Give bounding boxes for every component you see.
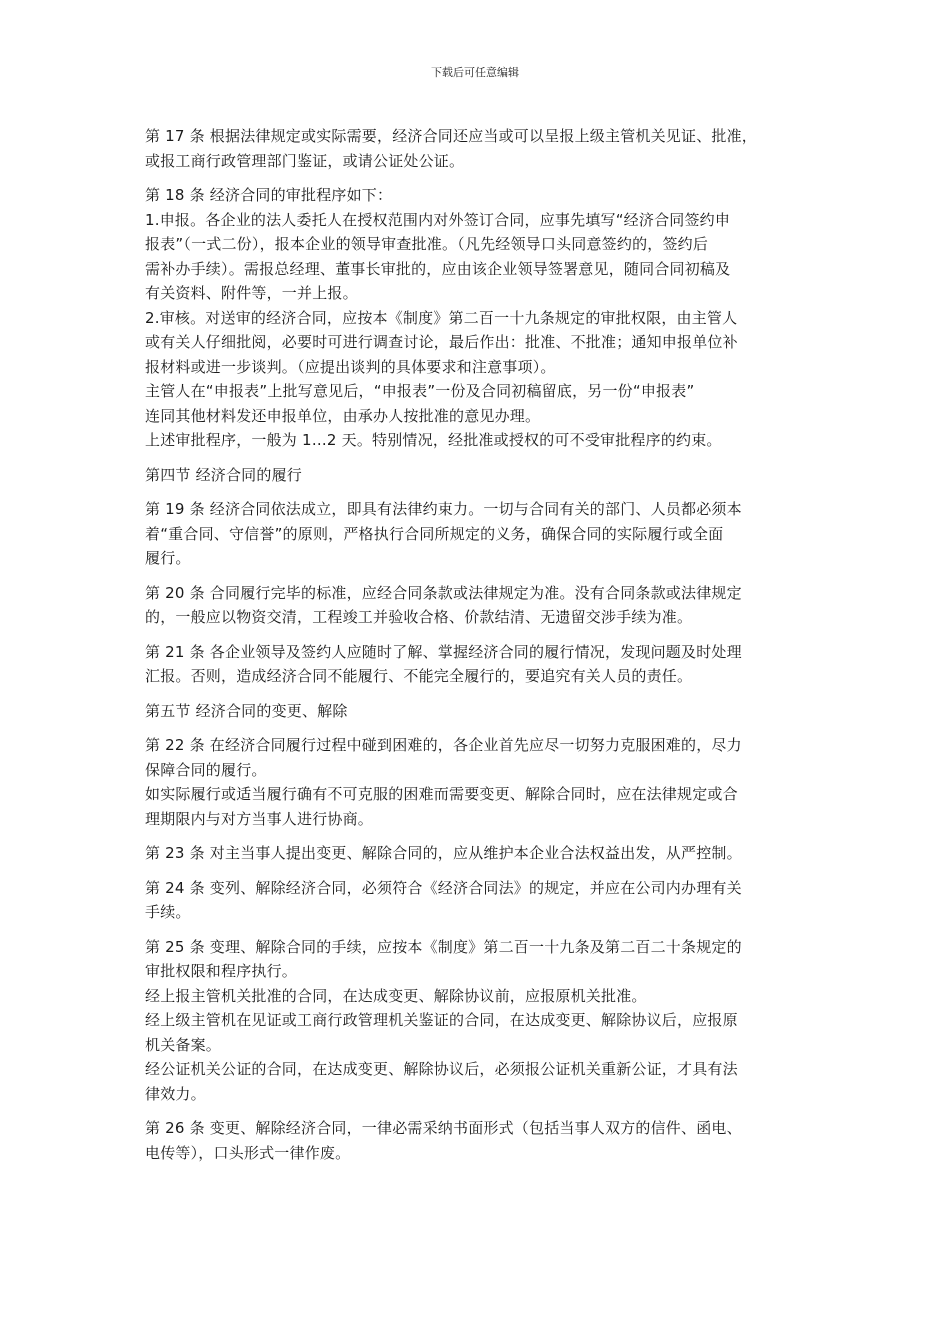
text-line: 第 17 条 根据法律规定或实际需要，经济合同还应当或可以呈报上级主管机关见证、批准， [145, 127, 757, 145]
text-line: 手续。 [145, 903, 191, 921]
text-line: 第 18 条 经济合同的审批程序如下： [145, 186, 393, 204]
text-line: 第 19 条 经济合同依法成立，即具有法律约束力。一切与合同有关的部门、人员都必须本 [145, 500, 742, 518]
section-heading-5 [145, 699, 810, 724]
text-line: 汇报。否则，造成经济合同不能履行、不能完全履行的，要追究有关人员的责任。 [145, 667, 693, 685]
text-line: 律效力。 [145, 1084, 206, 1103]
article-20 [145, 581, 810, 630]
text-line: 第 22 条 在经济合同履行过程中碰到困难的，各企业首先应尽一切努力克服困难的，尽力 [145, 736, 742, 754]
text-line: 第 25 条 变理、解除合同的手续，应按本《制度》第二百一十九条及第二百二十条规定的 [145, 937, 742, 956]
text-line: 第 20 条 合同履行完毕的标准，应经合同条款或法律规定为准。没有合同条款或法律规定 [145, 583, 742, 602]
text-line: 履行。 [145, 549, 191, 567]
text-line: 需补办手续）。需报总经理、董事长审批的，应由该企业领导签署意见，随同合同初稿及 [145, 259, 731, 278]
text-line: 保障合同的履行。 [145, 760, 267, 779]
article-18 [145, 183, 810, 453]
text-line: 机关备案。 [145, 1035, 222, 1054]
text-line: 1.申报。各企业的法人委托人在授权范围内对外签订合同，应事先填写“经济合同签约申 [145, 210, 731, 229]
text-line: 有关资料、附件等，一并上报。 [145, 284, 358, 302]
text-line: 第 21 条 各企业领导及签约人应随时了解、掌握经济合同的履行情况，发现问题及时处理 [145, 642, 742, 661]
text-line: 的，一般应以物资交清，工程竣工并验收合格、价款结清、无遗留交涉手续为准。 [145, 608, 693, 626]
text-line: 经公证机关公证的合同，在达成变更、解除协议后，必须报公证机关重新公证，才具有法 [145, 1060, 738, 1078]
text-line: 报表”（一式二份），报本企业的领导审查批准。（凡先经领导口头同意签约的，签约后 [145, 235, 709, 253]
text-line: 着“重合同、守信誉”的原则，严格执行合同所规定的义务，确保合同的实际履行或全面 [145, 524, 724, 543]
article-17 [145, 124, 810, 173]
text-line: 或报工商行政管理部门鉴证，或请公证处公证。 [145, 151, 465, 170]
text-line: 第 26 条 变更、解除经济合同，一律必需采纳书面形式（包括当事人双方的信件、函电、 [145, 1119, 742, 1137]
article-22 [145, 733, 810, 831]
text-line: 如实际履行或适当履行确有不可克服的困难而需要变更、解除合同时，应在法律规定或合 [145, 785, 738, 803]
text-line: 连同其他材料发还申报单位，由承办人按批准的意见办理。 [145, 406, 541, 425]
page-header: 下载后可任意编辑 [431, 66, 519, 79]
article-19 [145, 497, 810, 571]
text-line: 电传等），口头形式一律作废。 [145, 1143, 351, 1162]
text-line: 经上级主管机在见证或工商行政管理机关鉴证的合同，在达成变更、解除协议后，应报原 [145, 1011, 738, 1029]
article-24 [145, 876, 810, 925]
document-body [145, 124, 810, 1175]
section-title: 第四节 经济合同的履行 [145, 465, 302, 484]
text-line: 第 23 条 对主当事人提出变更、解除合同的，应从维护本企业合法权益出发，从严控制。 [145, 844, 742, 862]
text-line: 第 24 条 变列、解除经济合同，必须符合《经济合同法》的规定，并应在公司内办理有关 [145, 878, 742, 897]
article-21 [145, 640, 810, 689]
text-line: 审批权限和程序执行。 [145, 962, 298, 980]
text-line: 2.审核。对送审的经济合同，应按本《制度》第二百一十九条规定的审批权限，由主管人 [145, 308, 738, 327]
text-line: 上述审批程序，一般为 1…2 天。特别情况，经批准或授权的可不受审批程序的约束。 [145, 431, 722, 449]
article-23 [145, 841, 810, 866]
text-line: 经上报主管机关批准的合同，在达成变更、解除协议前，应报原机关批准。 [145, 986, 647, 1005]
text-line: 或有关人仔细批阅，必要时可进行调查讨论，最后作出：批准、不批准；通知申报单位补 [145, 333, 738, 351]
text-line: 理期限内与对方当事人进行协商。 [145, 809, 374, 828]
article-26 [145, 1116, 810, 1165]
article-25 [145, 935, 810, 1107]
text-line: 主管人在“申报表”上批写意见后，“申报表”一份及合同初稿留底，另一份“申报表” [145, 382, 695, 400]
text-line: 报材料或进一步谈判。（应提出谈判的具体要求和注意事项）。 [145, 357, 556, 376]
section-heading-4 [145, 463, 810, 488]
section-title: 第五节 经济合同的变更、解除 [145, 701, 348, 720]
